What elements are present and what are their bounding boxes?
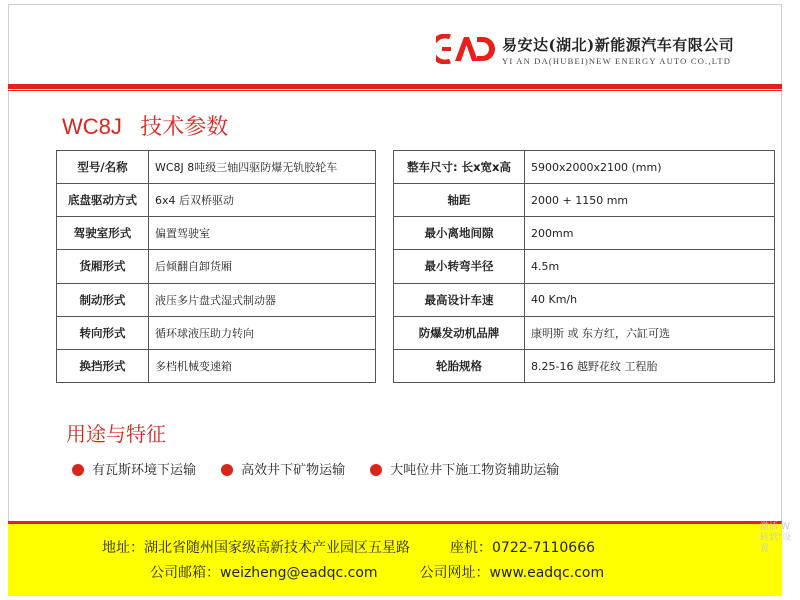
- footer-phone: 座机：0722-7110666: [450, 540, 596, 556]
- spec-value: 偏置驾驶室: [149, 217, 376, 250]
- uses-item: [221, 459, 345, 478]
- uses-item-text: 高效井下矿物运输: [241, 463, 346, 478]
- header: [436, 32, 776, 76]
- bullet-dot-icon: [221, 464, 233, 476]
- bullet-dot-icon: [370, 464, 382, 476]
- uses-item: [72, 459, 196, 478]
- spec-table: [56, 150, 775, 383]
- spec-label: 制动形式: [57, 283, 149, 316]
- footer-line-1: [102, 537, 595, 557]
- spec-row: [57, 283, 775, 316]
- spec-label: 转向形式: [57, 316, 149, 349]
- company-logo: [436, 34, 496, 64]
- footer: [8, 524, 782, 596]
- spec-value: 40 Km/h: [525, 283, 775, 316]
- spec-label: 整车尺寸: 长x宽x高: [394, 151, 525, 184]
- spec-gap: [376, 349, 394, 382]
- spec-value: 6x4 后双桥驱动: [149, 184, 376, 217]
- spec-gap: [376, 184, 394, 217]
- spec-label: 最小转弯半径: [394, 250, 525, 283]
- document-title: WC8J 技术参数: [62, 114, 229, 139]
- spec-label: 货厢形式: [57, 250, 149, 283]
- footer-website: 公司网址：www.eadqc.com: [419, 565, 605, 581]
- spec-value: 多档机械变速箱: [149, 349, 376, 382]
- spec-label: 最小离地间隙: [394, 217, 525, 250]
- footer-address: 地址：湖北省随州国家级高新技术产业园区五星路: [102, 540, 410, 556]
- uses-item-text: 有瓦斯环境下运输: [92, 463, 197, 478]
- spec-label: 驾驶室形式: [57, 217, 149, 250]
- spec-value: 康明斯 或 东方红，六缸可选: [525, 316, 775, 349]
- spec-label: 轴距: [394, 184, 525, 217]
- uses-item: [370, 459, 559, 478]
- spec-label: 底盘驱动方式: [57, 184, 149, 217]
- watermark-line-1: 激活 W: [760, 522, 790, 532]
- spec-row: [57, 250, 775, 283]
- spec-label: 换挡形式: [57, 349, 149, 382]
- spec-value: 5900x2000x2100 (mm): [525, 151, 775, 184]
- spec-gap: [376, 250, 394, 283]
- spec-row: [57, 316, 775, 349]
- spec-gap: [376, 283, 394, 316]
- spec-label: 轮胎规格: [394, 349, 525, 382]
- spec-value: 4.5m: [525, 250, 775, 283]
- header-divider-thin: [8, 90, 782, 91]
- spec-row: [57, 151, 775, 184]
- footer-email: 公司邮箱：weizheng@eadqc.com: [150, 565, 378, 581]
- spec-value: 液压多片盘式湿式制动器: [149, 283, 376, 316]
- company-name-cn: 易安达(湖北)新能源汽车有限公司: [502, 36, 735, 54]
- spec-value: 8.25-16 越野花纹 工程胎: [525, 349, 775, 382]
- spec-value: 2000 + 1150 mm: [525, 184, 775, 217]
- uses-item-text: 大吨位井下施工物资辅助运输: [390, 463, 560, 478]
- spec-value: 循环球液压助力转向: [149, 316, 376, 349]
- company-name-en: YI AN DA(HUBEI)NEW ENERGY AUTO CO.,LTD: [502, 56, 732, 66]
- activation-watermark: [760, 522, 800, 555]
- spec-value: WC8J 8吨级三轴四驱防爆无轨胶轮车: [149, 151, 376, 184]
- uses-list: [72, 458, 579, 480]
- header-divider: [8, 84, 782, 89]
- uses-title: 用途与特征: [66, 422, 166, 446]
- spec-value: 200mm: [525, 217, 775, 250]
- spec-label: 型号/名称: [57, 151, 149, 184]
- footer-line-2: [150, 562, 604, 582]
- spec-label: 最高设计车速: [394, 283, 525, 316]
- spec-row: [57, 217, 775, 250]
- spec-gap: [376, 151, 394, 184]
- bullet-dot-icon: [72, 464, 84, 476]
- spec-value: 后倾翻自卸货厢: [149, 250, 376, 283]
- spec-row: [57, 184, 775, 217]
- spec-row: [57, 349, 775, 382]
- watermark-line-2: 转到"设置: [760, 533, 792, 554]
- spec-gap: [376, 217, 394, 250]
- spec-gap: [376, 316, 394, 349]
- spec-label: 防爆发动机品牌: [394, 316, 525, 349]
